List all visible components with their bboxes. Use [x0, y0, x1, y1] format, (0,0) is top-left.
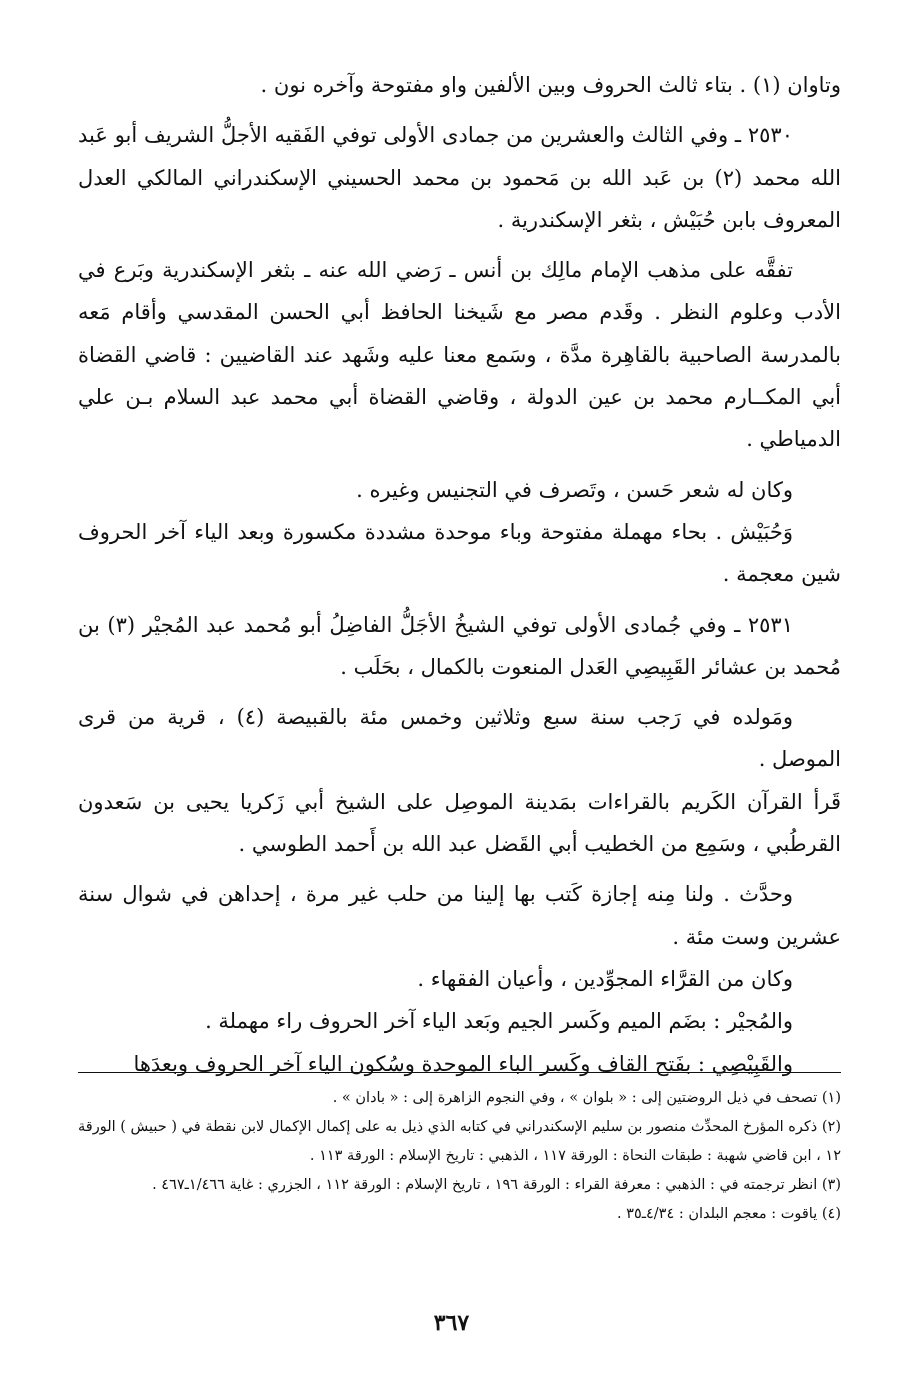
entry-2531-birth: ومَولده في رَجب سنة سبع وثلاثين وخمس مئة بالقبيصة (٤) ، قرية من قرى الموصل .: [78, 705, 841, 772]
footnote-3: (٣) انظر ترجمته في : الذهبي : معرفة القراء : الورقة ١٩٦ ، تاريخ الإسلام : الورقة ١١٢ ، الجزري : غاية ١/٤٦٦ـ٤٦٧ .: [152, 1177, 841, 1193]
entry-2530-biography: تفقَّه على مذهب الإمام مالِك بن أنس ـ رَضي الله عنه ـ بثغر الإسكندرية وبَرع في الأدب وعلوم النظر . وقَدم مصر مع شَيخنا الحافظ أبي الحسن المقدسي وأقام مَعه بالمدرسة الصاحبية بالقاهِرة مدَّة ، وسَمع معنا عليه وشَهد عند القاضيين : قاضي القضاة أبي المكــارم محمد بن عين الدولة ، وقاضي القضاة أبي محمد عبد السلام بـن علي الدمياطي .: [78, 258, 841, 452]
entry-2531-ijaza: وحدَّث . ولنا مِنه إجازة كَتب بها إلينا من حلب غير مرة ، إحداهن في شوال سنة عشرين وست مئة .: [78, 882, 841, 949]
entry-2530-heading: ٢٥٣٠ ـ وفي الثالث والعشرين من جمادى الأولى توفي الفَقيه الأجلُّ الشريف أبو عَبد الله محمد (٢) بن عَبد الله بن مَحمود بن محمد الحسيني الإسكندراني المالكي العدل المعروف بابن حُبَيْش ، بثغر الإسكندرية .: [78, 123, 841, 232]
footnote-2: (٢) ذكره المؤرخ المحدِّث منصور بن سليم الإسكندراني في كتابه الذي ذيل به على إكمال الإكمال لابن نقطة في ( حبيش ) الورقة ١٢ ، ابن قاضي شهبة : طبقات النحاة : الورقة ١١٧ ، الذهبي : تاريخ الإسلام : الورقة ١١٣ .: [78, 1119, 841, 1164]
entry-2530-name-spelling: وَحُبَيْش . بحاء مهملة مفتوحة وباء موحدة مشددة مكسورة وبعد الياء آخر الحروف شين معجمة .: [78, 519, 841, 587]
footnote-4: (٤) ياقوت : معجم البلدان : ٤/٣٤ـ٣٥ .: [616, 1206, 841, 1222]
entry-2531-heading: ٢٥٣١ ـ وفي جُمادى الأولى توفي الشيخُ الأجَلُّ الفاضِلُ أبو مُحمد عبد المُجيْر (٣) بن مُحمد بن عشائر القَبِيصِي العَدل المنعوت بالكمال ، بحَلَب .: [78, 612, 841, 679]
entry-2531-qabisi-spelling: والقَبِيْصِي : بفَتح القاف وكَسر الباء الموحدة وسُكون الياء آخر الحروف وبعدَها: [133, 1051, 793, 1076]
footnote-1: (١) تصحف في ذيل الروضتين إلى : « بلوان » ، وفي النجوم الزاهرة إلى : « بادان » .: [332, 1090, 841, 1106]
footnotes: [78, 1084, 841, 1229]
entry-2530-poetry-note: وكان له شعر حَسن ، وتَصرف في التجنيس وغيره .: [356, 477, 793, 502]
entry-2531-studies: قَرأ القرآن الكَريم بالقراءات بمَدينة الموصِل على الشيخ أبي زَكريا يحيى بن سَعدون القرطُبي ، وسَمِع من الخطيب أبي القَضل عبد الله بن أَحمد الطوسي .: [78, 789, 841, 857]
entry-2531-mujir-spelling: والمُجيْر : بضَم الميم وكَسر الجيم وبَعد الياء آخر الحروف راء مهملة .: [205, 1009, 793, 1034]
page-number: ٣٦٧: [433, 1310, 470, 1336]
main-text: [78, 64, 841, 1085]
footnote-divider: [78, 1072, 841, 1073]
paragraph-intro-continuation: وتاوان (١) . بتاء ثالث الحروف وبين الألفين واو مفتوحة وآخره نون .: [260, 73, 841, 97]
entry-2531-reputation: وكان من القرَّاء المجوِّدين ، وأعيان الفقهاء .: [417, 966, 793, 991]
